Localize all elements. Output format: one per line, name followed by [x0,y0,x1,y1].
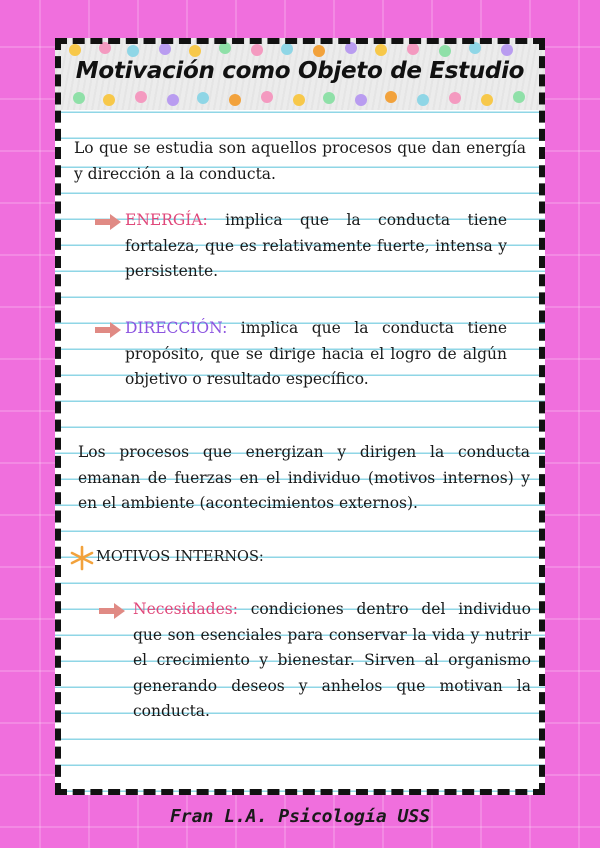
footer-credit: Fran L.A. Psicología USS [169,806,431,827]
confetti-dot [313,45,325,57]
confetti-dot [127,45,139,57]
energia-paragraph [125,208,507,285]
confetti-dot [219,42,231,54]
confetti-dot [135,91,147,103]
confetti-dot [501,44,513,56]
necesidades-label: Necesidades: [133,600,238,618]
confetti-dot [261,91,273,103]
confetti-dot [355,94,367,106]
direccion-label: DIRECCIÓN: [125,319,228,337]
page-title: Motivación como Objeto de Estudio [75,58,525,84]
confetti-dot [449,92,461,104]
confetti-dot [345,42,357,54]
energia-label: ENERGÍA: [125,211,208,229]
arrow-right-icon [95,322,121,338]
confetti-dot [251,44,263,56]
confetti-dot [99,42,111,54]
motivos-internos-heading: MOTIVOS INTERNOS: [96,549,264,565]
star-icon [69,545,95,571]
confetti-dot [103,94,115,106]
arrow-right-icon [95,214,121,230]
title-banner [55,38,545,110]
confetti-dot [385,91,397,103]
confetti-dot [159,43,171,55]
confetti-dot [439,45,451,57]
confetti-dot [375,44,387,56]
confetti-dot [229,94,241,106]
necesidades-text: condiciones dentro del individuo que son esenciales para conservar la vida y nutrir el crecimiento y bienestar. Sirven al organismo generando deseos y anhelos que motivan la conducta. [133,600,531,720]
confetti-dot [189,45,201,57]
confetti-dot [281,43,293,55]
arrow-right-icon [99,603,125,619]
confetti-dot [69,44,81,56]
direccion-text: implica que la conducta tiene propósito, que se dirige hacia el logro de algún objetivo o resultado específico. [125,319,507,388]
confetti-dot [167,94,179,106]
confetti-dot [323,92,335,104]
confetti-dot [293,94,305,106]
energia-text: implica que la conducta tiene fortaleza, que es relativamente fuerte, intensa y persistente. [125,211,507,280]
confetti-dot [513,91,525,103]
necesidades-paragraph [133,597,531,725]
confetti-dot [417,94,429,106]
confetti-dot [73,92,85,104]
confetti-dot [469,42,481,54]
intro-paragraph: Lo que se estudia son aquellos procesos que dan energía y dirección a la conducta. [74,139,526,183]
confetti-dot [407,43,419,55]
confetti-dot [481,94,493,106]
confetti-dot [197,92,209,104]
procesos-paragraph: Los procesos que energizan y dirigen la conducta emanan de fuerzas en el individuo (motivos internos) y en el ambiente (acontecimientos externos). [78,443,530,512]
notebook-sheet [55,38,545,795]
direccion-paragraph [125,316,507,393]
